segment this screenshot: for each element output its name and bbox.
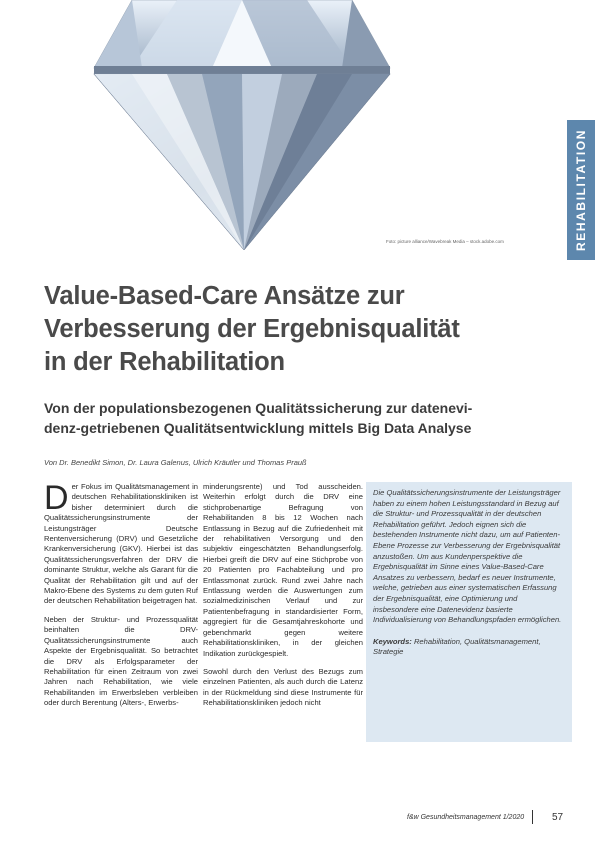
- title-line: in der Rehabilitation: [44, 348, 285, 376]
- page-number: 57: [552, 812, 564, 823]
- subtitle-line: Von der populationsbezogenen Qualitätssicherung zur datenevi-: [44, 400, 473, 416]
- title-line: Verbesserung der Ergebnisqualität: [44, 315, 460, 343]
- footer-journal: f&w Gesundheitsmanagement 1/2020: [407, 814, 525, 821]
- keywords: [373, 637, 565, 658]
- photo-credit: Foto: picture alliance/Wavebreak Media – stock.adobe.com: [386, 239, 504, 244]
- keywords-label: Keywords:: [373, 636, 412, 646]
- paragraph: Neben der Struktur- und Prozessqualität beinhalten die DRV-Qualitätssicherungsinstrumente auch Aspekte der Ergebnisqualität. So betrachtet die DRV als Erfolgsparameter der Rehabilitation für einen Zeitraum von zwei Jahren nach Rehabilitation, wie viele Rehabilitanden im Erwerbsleben verbleiben oder durch Berentung (Alters-, Erwerbs-: [44, 614, 198, 708]
- drop-cap: D: [44, 479, 69, 517]
- article-title: [44, 280, 564, 379]
- article-subtitle: [44, 398, 564, 438]
- paragraph: minderungsrente) und Tod ausscheiden. Weiterhin erfolgt durch die DRV eine stichprobenartige Befragung von Rehabilitanden 8 bis 12 Wochen nach Entlassung in Bezug auf die Zufriedenheit mit der rehabilitativen Versorgung und den subjektiv eingeschätzten Behandlungserfolg. Hierbei greift die DRV auf eine Stichprobe von 20 Patienten pro Fachabteilung und pro Entlassmonat zurück. Rund zwei Jahre nach Entlassung werden die Auswertungen zum sozialmedizinischen Verlauf und zur Patientenbefragung in standardisierter Form, aggregiert für die Gesamtjahreskohorte und gebenchmarkt gegen weitere Rehabilitationskliniken, in der gleichen Indikation zurückgespielt.: [203, 482, 363, 658]
- paragraph: [44, 479, 198, 607]
- footer-divider: [532, 810, 533, 824]
- diamond-image: [92, 0, 392, 250]
- body-column-2: [203, 482, 363, 717]
- abstract-text: Die Qualitätssicherungsinstrumente der Leistungsträger haben zu einem hohen Leistungsstandard in Bezug auf die Struktur- und Prozessqualität in der deutschen Rehabilitation geführt. Jedoch eignen sich die bestehenden Instrumente nicht dazu, um auf Patienten-Ebene Prozesse zur Verbesserung der Ergebnisqualität anzustoßen. Um aus Kundenperspektive die Ergebnisqualität im Sinne eines Value-Based-Care Ansatzes zu verbessern, bedarf es neuer Instrumente, welche, getrieben aus einer systematischen Erfassung der Ergebnisqualität, eine Optimierung und insbesondere eine Datenevidenz basierte Individualisierung von Behandlungspfaden ermöglichen.: [373, 488, 562, 625]
- paragraph-text: er Fokus im Qualitätsmanagement in deutschen Rehabilitationskliniken ist bisher determiniert durch die Qualitätssicherungsinstrumente der Leistungsträger Deutsche Rentenversicherung (DRV) und Gesetzliche Krankenversicherung (GKV). Hierbei ist das Qualitätssicherungsverfahren der DRV die dominante Struktur, welche als Garant für die Qualität der Rehabilitation gilt und auf der Makro-Ebene des Systems zu dem guten Ruf der deutschen Rehabilitation beigetragen hat.: [44, 482, 198, 606]
- subtitle-line: denz-getriebenen Qualitätsentwicklung mittels Big Data Analyse: [44, 420, 472, 436]
- title-line: Value-Based-Care Ansätze zur: [44, 282, 405, 310]
- authors-line: Von Dr. Benedikt Simon, Dr. Laura Galenus, Ulrich Kräutler und Thomas Prauß: [44, 458, 307, 467]
- paragraph: Sowohl durch den Verlust des Bezugs zum einzelnen Patienten, als auch durch die Latenz in der Rückmeldung sind diese Instrumente für Rehabilitationskliniken jedoch nicht: [203, 666, 363, 708]
- section-tab: [567, 120, 595, 260]
- keywords-value: Rehabilitation, Qualitätsmanagement, Strategie: [373, 636, 541, 657]
- body-column-1: [44, 479, 198, 717]
- abstract-box: [366, 482, 572, 742]
- section-tab-label: REHABILITATION: [574, 129, 588, 251]
